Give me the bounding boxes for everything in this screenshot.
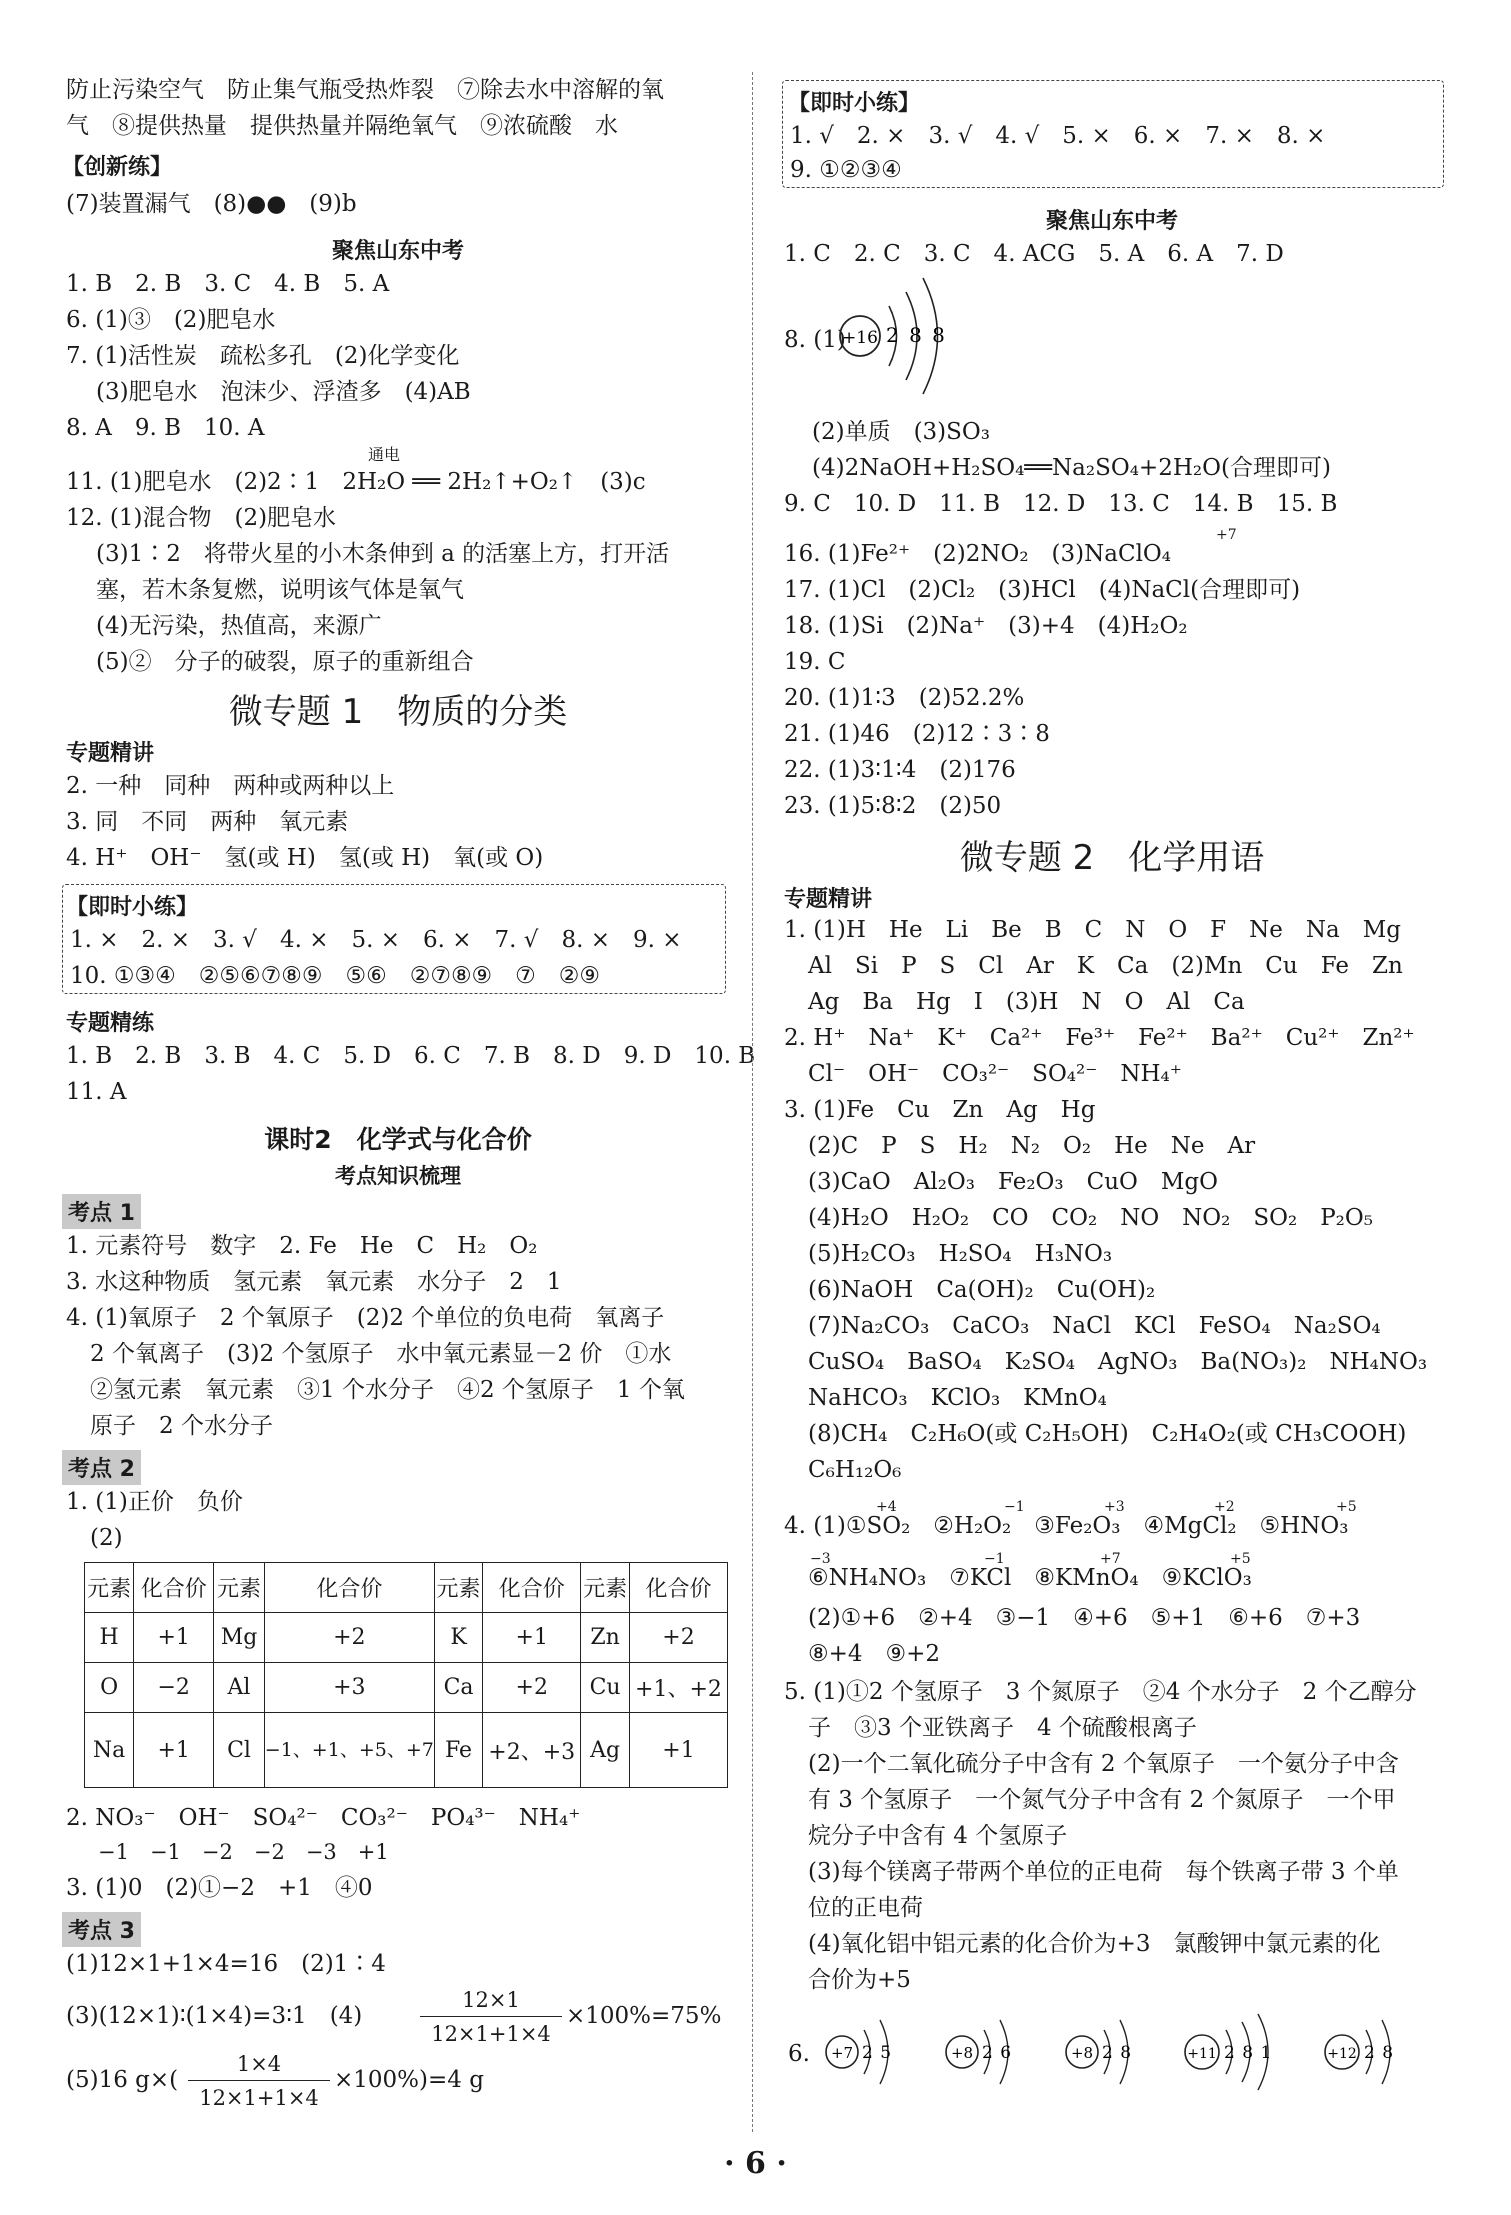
table-cell: Na: [85, 1713, 134, 1788]
table-cell: Mg: [214, 1613, 265, 1663]
lesson-title: 课时2 化学式与化合价: [264, 1125, 532, 1154]
text-line: (3)CaO Al₂O₃ Fe₂O₃ CuO MgO: [808, 1169, 1219, 1195]
text-line: 16. (1)Fe²⁺ (2)2NO₂ (3)NaClO₄: [784, 541, 1172, 567]
nucleus-charge: +16: [842, 328, 878, 348]
valence-mark: +4: [876, 1499, 897, 1515]
text-line: (5)16 g×(: [66, 2067, 179, 2093]
text-line: 23. (1)5∶8∶2 (2)50: [784, 793, 1002, 819]
text-line: NaHCO₃ KClO₃ KMnO₄: [808, 1385, 1107, 1411]
text-line: 3. 水这种物质 氢元素 氧元素 水分子 2 1: [66, 1269, 562, 1295]
table-cell: −2: [134, 1663, 214, 1713]
lesson-subtitle: 考点知识梳理: [335, 1164, 461, 1188]
reaction-condition: 通电: [368, 445, 401, 464]
table-cell: +1: [134, 1713, 214, 1788]
text-line: 7. (1)活性炭 疏松多孔 (2)化学变化: [66, 343, 460, 369]
valence-mark: +5: [1336, 1499, 1357, 1515]
valence-mark: +5: [1230, 1551, 1251, 1567]
fraction-numerator: 12×1: [462, 1988, 520, 2012]
text-line: 1. 元素符号 数字 2. Fe He C H₂ O₂: [66, 1233, 538, 1259]
section-heading: 聚焦山东中考: [331, 239, 464, 264]
text-line: (4)无污染，热值高，来源广: [96, 613, 382, 639]
text-line: 10. ①③④ ②⑤⑥⑦⑧⑨ ⑤⑥ ②⑦⑧⑨ ⑦ ②⑨: [70, 963, 601, 989]
text-line: 子 ③3 个亚铁离子 4 个硫酸根离子: [808, 1715, 1197, 1741]
text-line: (2)①+6 ②+4 ③−1 ④+6 ⑤+1 ⑥+6 ⑦+3: [808, 1605, 1361, 1631]
text-line: 4. (1)氧原子 2 个氧原子 (2)2 个单位的负电荷 氧离子: [66, 1305, 665, 1331]
valence-mark: −3: [810, 1551, 831, 1567]
text-line: 合价为+5: [808, 1967, 911, 1993]
atom-structure-diagram: [820, 2012, 930, 2092]
topic-title: 微专题 1 物质的分类: [228, 692, 568, 732]
table-cell: +1、+2: [629, 1663, 727, 1713]
text-line: 6.: [788, 2041, 810, 2067]
text-line: ⑧+4 ⑨+2: [808, 1641, 941, 1667]
text-line: 9. ①②③④: [790, 157, 902, 183]
text-line: 原子 2 个水分子: [90, 1413, 273, 1439]
atom-structure-diagram: [1180, 2012, 1310, 2092]
section-heading: 【即时小练】: [66, 895, 199, 920]
text-line: 1. × 2. × 3. √ 4. × 5. × 6. × 7. √ 8. × 9. ×: [70, 927, 682, 953]
nucleus-charge: +12: [1327, 2046, 1357, 2062]
table-cell: K: [434, 1613, 482, 1663]
text-line: 6. (1)③ (2)肥皂水: [66, 307, 276, 333]
text-line: 气 ⑧提供热量 提供热量并隔绝氧气 ⑨浓硫酸 水: [66, 113, 618, 139]
table-cell: +2: [483, 1663, 581, 1713]
electron-counts: 2 5: [862, 2043, 892, 2063]
text-line: (3)(12×1)∶(1×4)=3∶1 (4): [66, 2003, 363, 2029]
table-header-row: [85, 1563, 728, 1613]
section-heading: 【创新练】: [62, 155, 173, 180]
text-line: 11. A: [66, 1079, 127, 1105]
electron-counts: 2 8: [1102, 2043, 1132, 2063]
fraction-bar: [420, 2016, 562, 2017]
text-line: 2. 一种 同种 两种或两种以上: [66, 773, 395, 799]
atom-structure-diagram: [834, 270, 974, 400]
valence-mark: +7: [1216, 527, 1237, 543]
text-line: 防止污染空气 防止集气瓶受热炸裂 ⑦除去水中溶解的氧: [66, 77, 664, 103]
text-line: 2. H⁺ Na⁺ K⁺ Ca²⁺ Fe³⁺ Fe²⁺ Ba²⁺ Cu²⁺ Zn²⁺: [784, 1025, 1415, 1051]
atom-structure-diagram: [940, 2012, 1050, 2092]
text-line: (1)12×1+1×4=16 (2)1∶4: [66, 1951, 386, 1977]
valence-mark: +2: [1214, 1499, 1235, 1515]
table-cell: H: [85, 1613, 134, 1663]
table-cell: +2: [264, 1613, 434, 1663]
text-line: Cl⁻ OH⁻ CO₃²⁻ SO₄²⁻ NH₄⁺: [808, 1061, 1182, 1087]
text-line: (3)1∶2 将带火星的小木条伸到 a 的活塞上方，打开活: [96, 541, 670, 567]
text-line: (5)H₂CO₃ H₂SO₄ H₃NO₃: [808, 1241, 1113, 1267]
valence-mark: −1: [1004, 1499, 1025, 1515]
text-line: C₆H₁₂O₆: [808, 1457, 902, 1483]
text-line: 17. (1)Cl (2)Cl₂ (3)HCl (4)NaCl(合理即可): [784, 577, 1301, 603]
atom-structure-diagram: [1320, 2012, 1430, 2092]
text-line: 烷分子中含有 4 个氢原子: [808, 1823, 1068, 1849]
table-cell: +1: [134, 1613, 214, 1663]
text-line: 8. (1): [784, 327, 846, 353]
nucleus-charge: +7: [830, 2044, 854, 2062]
text-line: 1. (1)正价 负价: [66, 1489, 243, 1515]
text-line: (4)氧化铝中铝元素的化合价为+3 氯酸钾中氯元素的化: [808, 1931, 1381, 1957]
text-line: 20. (1)1∶3 (2)52.2%: [784, 685, 1025, 711]
table-header-cell: 元素: [581, 1563, 630, 1613]
table-cell: Cu: [581, 1663, 630, 1713]
text-line: 3. (1)Fe Cu Zn Ag Hg: [784, 1097, 1096, 1123]
text-line: Al Si P S Cl Ar K Ca (2)Mn Cu Fe Zn: [808, 953, 1403, 979]
electron-counts: 2 8: [1364, 2043, 1394, 2063]
text-line: (3)肥皂水 泡沫少、浮渣多 (4)AB: [96, 379, 471, 405]
text-line: (4)2NaOH+H₂SO₄══Na₂SO₄+2H₂O(合理即可): [812, 455, 1331, 481]
section-heading: 聚焦山东中考: [1045, 209, 1178, 234]
text-line: 1. B 2. B 3. C 4. B 5. A: [66, 271, 390, 297]
table-cell: Ca: [434, 1663, 482, 1713]
table-cell: +3: [264, 1663, 434, 1713]
fraction-numerator: 1×4: [236, 2052, 282, 2076]
text-line: Ag Ba Hg I (3)H N O Al Ca: [808, 989, 1245, 1015]
valence-table: [84, 1562, 728, 1788]
table-cell: Fe: [434, 1713, 482, 1788]
valence-mark: +3: [1104, 1499, 1125, 1515]
table-cell: −1、+1、+5、+7: [264, 1713, 434, 1788]
text-line: 2. NO₃⁻ OH⁻ SO₄²⁻ CO₃²⁻ PO₄³⁻ NH₄⁺: [66, 1805, 581, 1831]
text-line: 1. √ 2. × 3. √ 4. √ 5. × 6. × 7. × 8. ×: [790, 123, 1326, 149]
fraction-bar: [188, 2080, 330, 2081]
text-line: (7)装置漏气 (8)●● (9)b: [66, 191, 357, 217]
topic-title: 微专题 2 化学用语: [959, 838, 1265, 878]
text-line: (5)② 分子的破裂，原子的重新组合: [96, 649, 474, 675]
table-cell: O: [85, 1663, 134, 1713]
table-row: [85, 1663, 728, 1713]
text-line: (2): [90, 1525, 123, 1551]
table-header-cell: 化合价: [629, 1563, 727, 1613]
text-line: ×100%=75%: [566, 2003, 722, 2029]
fraction-denominator: 12×1+1×4: [431, 2022, 551, 2046]
text-line: (7)Na₂CO₃ CaCO₃ NaCl KCl FeSO₄ Na₂SO₄: [808, 1313, 1381, 1339]
page-number: · 6 ·: [724, 2146, 787, 2181]
fraction-denominator: 12×1+1×4: [199, 2086, 319, 2110]
text-line: (2)C P S H₂ N₂ O₂ He Ne Ar: [808, 1133, 1256, 1159]
text-line: (2)一个二氧化硫分子中含有 2 个氧原子 一个氨分子中含: [808, 1751, 1399, 1777]
text-line: ②氢元素 氧元素 ③1 个水分子 ④2 个氢原子 1 个氧: [90, 1377, 685, 1403]
section-heading: 专题精讲: [784, 887, 873, 912]
section-heading: 专题精练: [66, 1011, 155, 1036]
column-divider: [752, 72, 753, 2132]
text-line: 3. 同 不同 两种 氧元素: [66, 809, 349, 835]
kaodian-label: 考点 1: [62, 1194, 141, 1229]
valence-mark: +7: [1100, 1551, 1121, 1567]
nucleus-charge: +8: [950, 2044, 974, 2062]
text-line: 1. B 2. B 3. B 4. C 5. D 6. C 7. B 8. D 9. D 10. B: [66, 1043, 756, 1069]
table-cell: Ag: [581, 1713, 630, 1788]
text-line: 2 个氧离子 (3)2 个氢原子 水中氧元素显－2 价 ①水: [90, 1341, 672, 1367]
table-header-cell: 元素: [214, 1563, 265, 1613]
text-line: (8)CH₄ C₂H₆O(或 C₂H₅OH) C₂H₄O₂(或 CH₃COOH): [808, 1421, 1407, 1447]
kaodian-label: 考点 2: [62, 1450, 141, 1485]
table-row: [85, 1613, 728, 1663]
table-header-cell: 化合价: [483, 1563, 581, 1613]
text-line: 1. C 2. C 3. C 4. ACG 5. A 6. A 7. D: [784, 241, 1284, 267]
table-cell: Cl: [214, 1713, 265, 1788]
text-line: (2)单质 (3)SO₃: [812, 419, 990, 445]
text-line: 1. (1)H He Li Be B C N O F Ne Na Mg: [784, 917, 1401, 943]
table-row: [85, 1713, 728, 1788]
table-header-cell: 化合价: [264, 1563, 434, 1613]
text-line: 4. H⁺ OH⁻ 氢(或 H) 氢(或 H) 氧(或 O): [66, 845, 544, 871]
text-line: 8. A 9. B 10. A: [66, 415, 265, 441]
text-line: (3)每个镁离子带两个单位的正电荷 每个铁离子带 3 个单: [808, 1859, 1399, 1885]
table-cell: Zn: [581, 1613, 630, 1663]
table-cell: +2、+3: [483, 1713, 581, 1788]
kaodian-label: 考点 3: [62, 1912, 141, 1947]
text-line: 有 3 个氢原子 一个氮气分子中含有 2 个氮原子 一个甲: [808, 1787, 1396, 1813]
text-line: −1 −1 −2 −2 −3 +1: [98, 1840, 389, 1864]
section-heading: 专题精讲: [66, 741, 155, 766]
text-line: 位的正电荷: [808, 1895, 923, 1921]
text-line: (4)H₂O H₂O₂ CO CO₂ NO NO₂ SO₂ P₂O₅: [808, 1205, 1373, 1231]
table-cell: +2: [629, 1613, 727, 1663]
table-cell: +1: [483, 1613, 581, 1663]
electron-counts: 2 6: [982, 2043, 1012, 2063]
text-line: 22. (1)3∶1∶4 (2)176: [784, 757, 1016, 783]
valence-mark: −1: [984, 1551, 1005, 1567]
nucleus-charge: +11: [1187, 2046, 1217, 2062]
atom-structure-diagram: [1060, 2012, 1170, 2092]
electron-counts: 2 8 1: [1224, 2043, 1272, 2063]
text-line: 21. (1)46 (2)12∶3∶8: [784, 721, 1050, 747]
table-header-cell: 元素: [434, 1563, 482, 1613]
text-line: 5. (1)①2 个氢原子 3 个氮原子 ②4 个水分子 2 个乙醇分: [784, 1679, 1417, 1705]
text-line: 9. C 10. D 11. B 12. D 13. C 14. B 15. B: [784, 491, 1338, 517]
text-line: CuSO₄ BaSO₄ K₂SO₄ AgNO₃ Ba(NO₃)₂ NH₄NO₃: [808, 1349, 1428, 1375]
table-cell: Al: [214, 1663, 265, 1713]
text-line: 4. (1)①SO₂ ②H₂O₂ ③Fe₂O₃ ④MgCl₂ ⑤HNO₃: [784, 1513, 1349, 1539]
electron-counts: 2 8 8: [886, 323, 945, 347]
text-line: (6)NaOH Ca(OH)₂ Cu(OH)₂: [808, 1277, 1156, 1303]
text-line: ×100%)=4 g: [334, 2067, 484, 2093]
table-cell: +1: [629, 1713, 727, 1788]
text-line: 19. C: [784, 649, 846, 675]
section-heading: 【即时小练】: [788, 91, 921, 116]
text-line: 塞，若木条复燃，说明该气体是氧气: [96, 577, 464, 603]
text-line: 3. (1)0 (2)①−2 +1 ④0: [66, 1875, 373, 1901]
text-line: 18. (1)Si (2)Na⁺ (3)+4 (4)H₂O₂: [784, 613, 1188, 639]
table-header-cell: 化合价: [134, 1563, 214, 1613]
text-line: 11. (1)肥皂水 (2)2∶1 2H₂O ══ 2H₂↑+O₂↑ (3)c: [66, 469, 646, 495]
text-line: ⑥NH₄NO₃ ⑦KCl ⑧KMnO₄ ⑨KClO₃: [808, 1565, 1252, 1591]
table-header-cell: 元素: [85, 1563, 134, 1613]
nucleus-charge: +8: [1070, 2044, 1094, 2062]
text-line: 12. (1)混合物 (2)肥皂水: [66, 505, 337, 531]
